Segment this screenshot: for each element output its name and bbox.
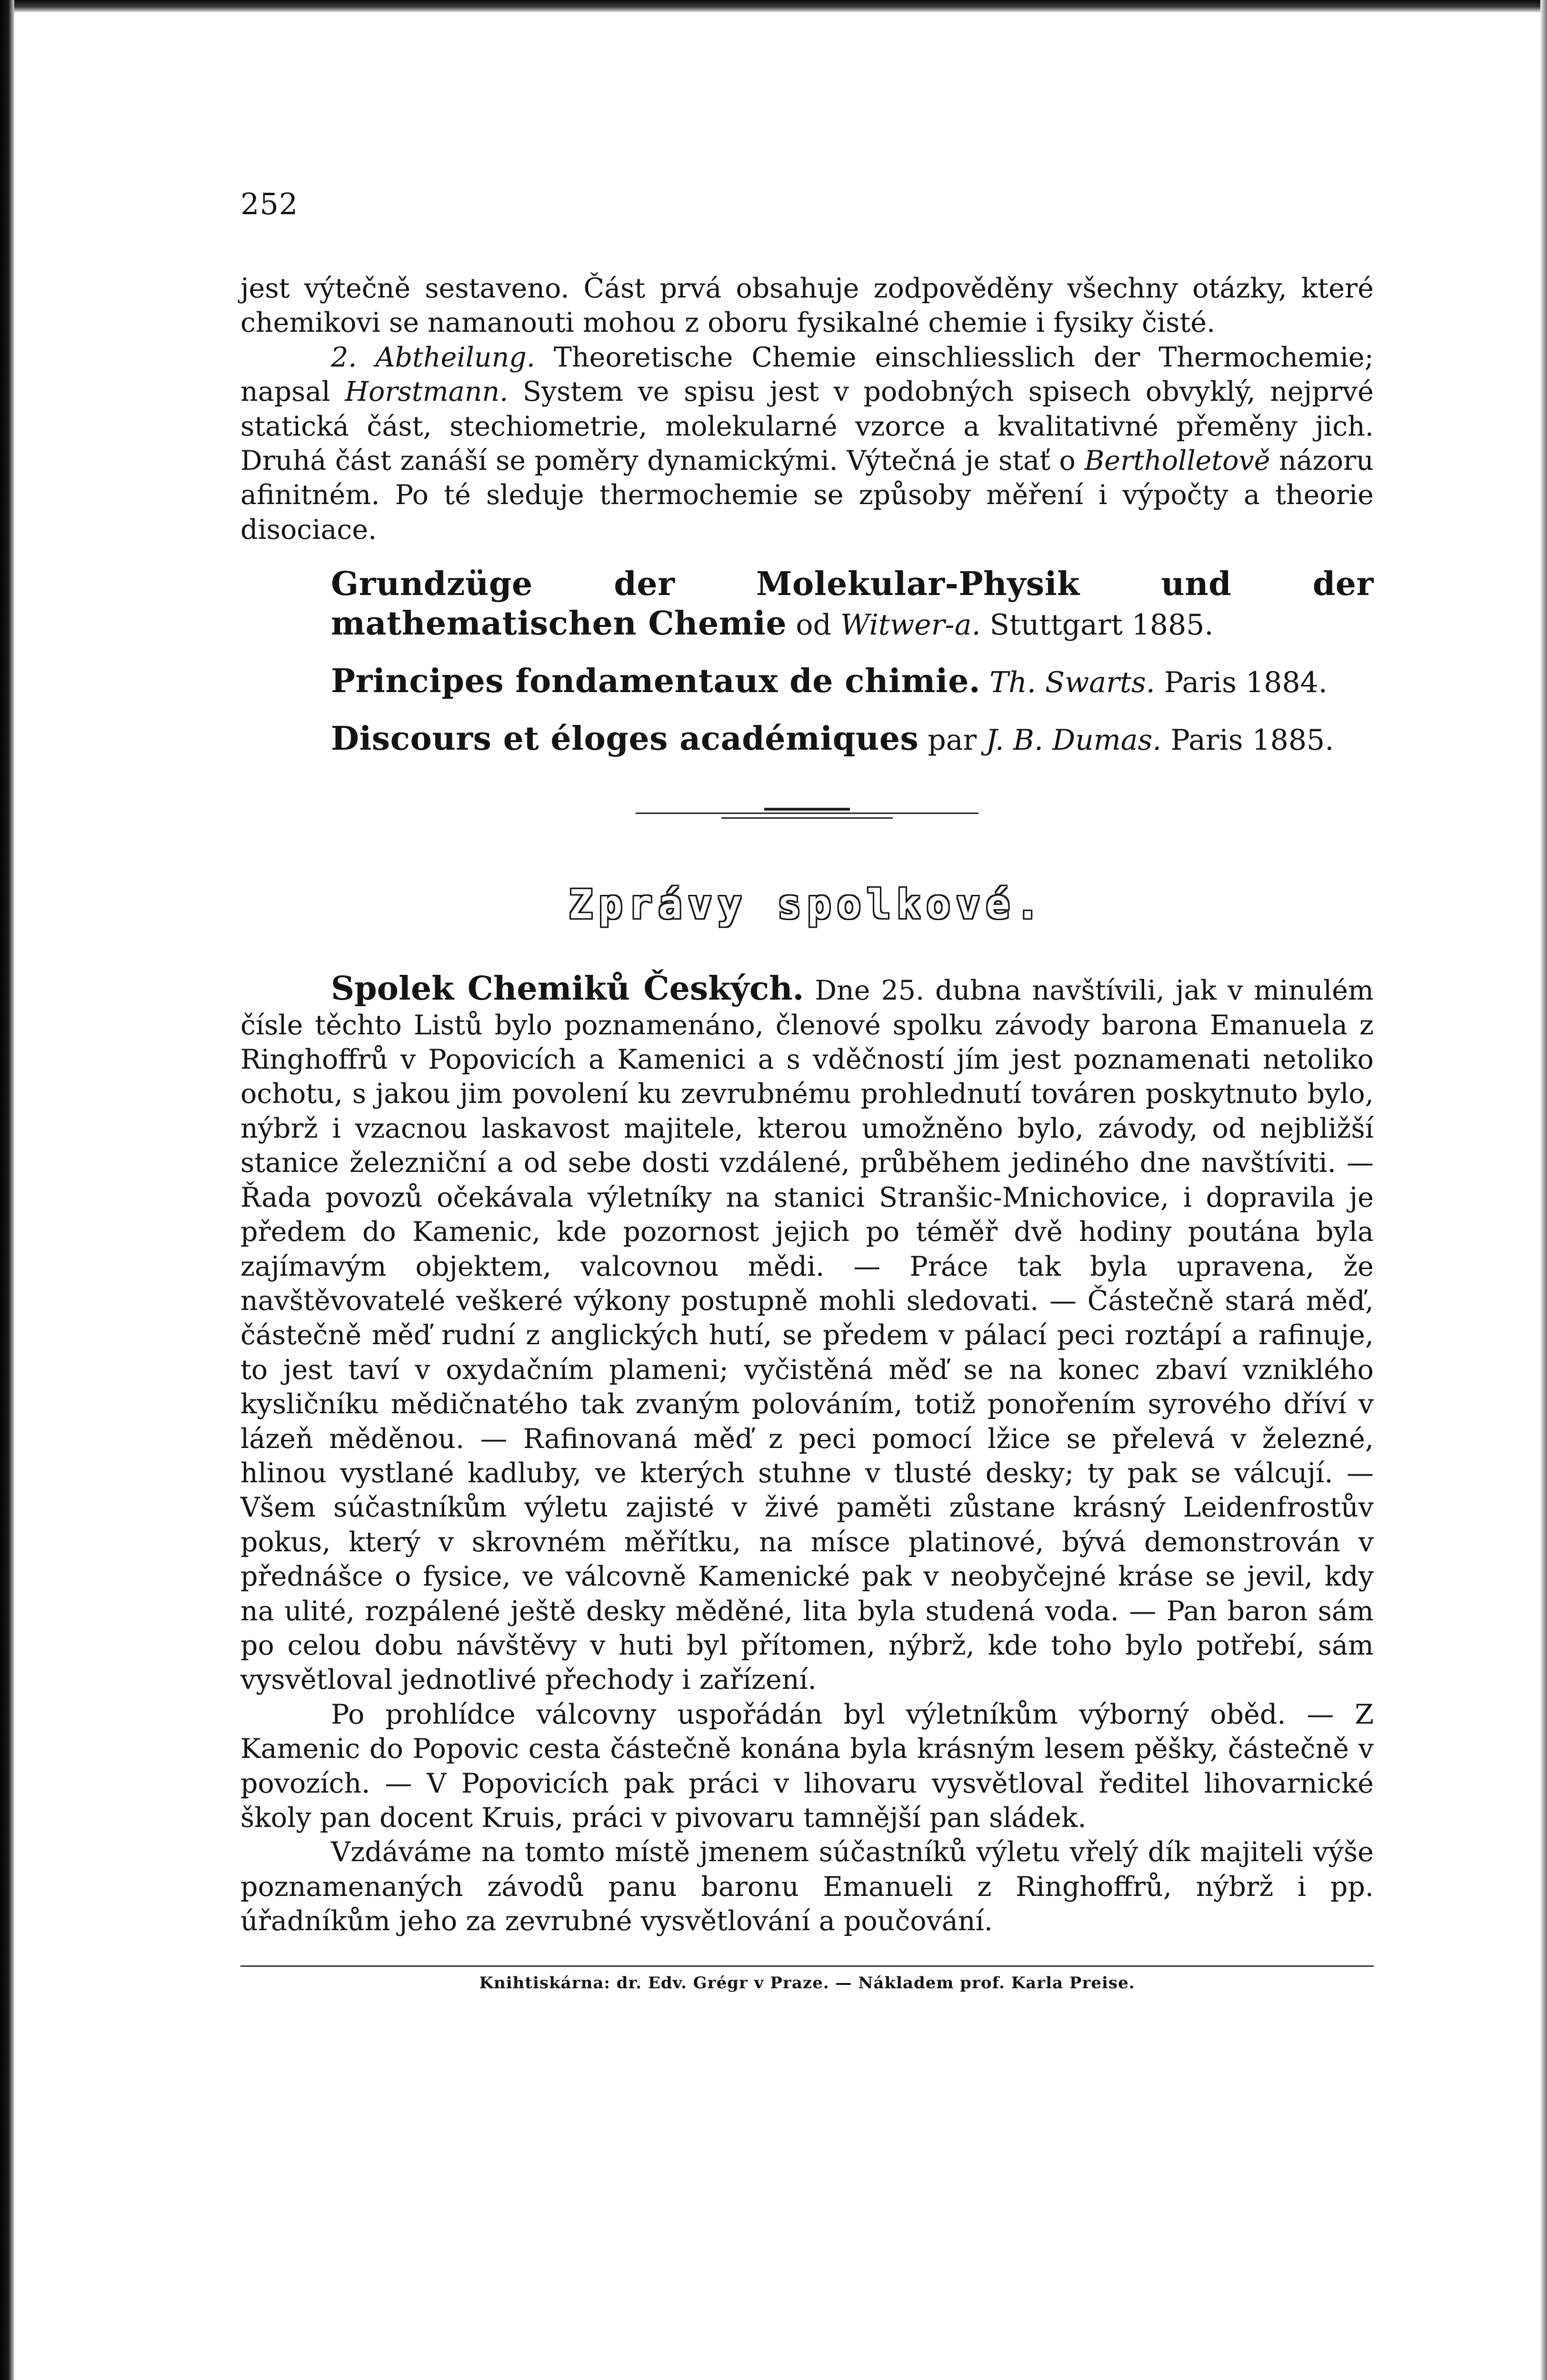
divider-line-bold xyxy=(764,808,850,811)
divider-line xyxy=(636,813,978,814)
book-title: Grundzüge der Molekular-Physik und der mathematischen Chemie xyxy=(331,565,1374,643)
scan-border-right xyxy=(1540,0,1547,2380)
book-by: od xyxy=(787,608,840,642)
lunch-text: Po prohlídce válcovny uspořádán byl výletníkům výborný oběd. — Z Kamenic do Popovic cesta částečně konána byla krásným lesem pěšky, částečně v povozích. — V Popovicích pak práci v lihovaru vysvětloval ředitel lihovarnické školy pan docent Kruis, práci v pivovaru tamnější pan sládek. xyxy=(240,1698,1374,1834)
book-author: Th. Swarts. xyxy=(989,666,1155,700)
section-divider-ornament xyxy=(636,801,978,830)
book-imprint: Paris 1884. xyxy=(1155,666,1327,700)
section-heading: Zprávy spolkové. xyxy=(569,881,1046,928)
footer-rule xyxy=(240,1965,1374,1967)
book-author: J. B. Dumas. xyxy=(986,724,1162,757)
entry-text-a: Theoretische Chemie einschliesslich der Thermochemie; napsal xyxy=(240,341,1374,408)
entry-label: 2. Abtheilung. xyxy=(331,341,535,373)
society-report-text: Dne 25. dubna navštívili, jak v minulém čísle těchto Listů bylo poznamenáno, členové spolku závody barona Emanuela z Ringhoffrů v Popovicích a Kamenici a s vděčností jím jest poznamenati netoliko ochotu, s jakou jim povolení ku zevrubnému prohlednutí továren poskytnuto bylo, nýbrž i vzacnou laskavost majitele, kterou umožněno bylo, závody, od nejbližší stanice železniční a od sebe dosti vzdálené, průběhem jediného dne navštíviti. — Řada povozů očekávala výletníky na stanici Stranšic-Mnichovice, i dopravila je předem do Kamenic, kde pozornost jejich po téměř dvě hodiny poutána byla zajímavým objektem, valcovnou mědi. — Práce tak byla upravena, že navštěvovatelé veškeré výkony postupně mohli sledovati. — Částečně stará měď, částečně měď rudní z anglických hutí, se předem v pálací peci roztápí a rafinuje, to jest taví v oxydačním plameni; vyčistěná měď se na konec zbaví vzniklého kysličníku mědičnatého tak zvaným polováním, totiž ponořením syrového dříví v lázeň měděnou. — Rafinovaná měď z peci pomocí lžice se přelevá v železné, hlinou vystlané kadluby, ve kterých stuhne v tlusté desky; ty pak se válcují. — Všem súčastníkům výletu zajisté v živé paměti zůstane krásný Leidenfrostův pokus, který v skrovném měřítku, na mísce platinové, bývá demonstrován v přednášce o fysice, ve válcovně Kamenické pak v neobyčejné kráse se jevil, kdy na ulité, rozpálené ještě desky měděné, lita byla studená voda. — Pan baron sám po celou dobu návštěvy v huti byl přítomen, nýbrž, kde toho bylo potřebí, sám vysvětloval jednotlivé přechody i zařízení. xyxy=(240,975,1374,1696)
entry-text-c: názoru afinitném. Po té sleduje thermochemie se způsoby měření i výpočty a theorie disociace. xyxy=(240,445,1374,545)
lunch-paragraph xyxy=(240,1697,1374,1835)
book-title: Principes fondamentaux de chimie. xyxy=(331,662,981,701)
book-entry-discours xyxy=(240,720,1374,759)
book-author: Witwer-a. xyxy=(840,608,981,642)
book-title: Discours et éloges académiques xyxy=(331,720,919,758)
entry-emphasis: Bertholletově xyxy=(1084,445,1270,477)
thanks-paragraph xyxy=(240,1835,1374,1938)
page-body xyxy=(240,271,1374,1993)
entry-author: Horstmann. xyxy=(345,376,509,408)
book-entry-principes xyxy=(240,662,1374,702)
thanks-text: Vzdáváme na tomto místě jmenem súčastníků výletu vřelý dík majiteli výše poznamenaných závodů panu baronu Emanueli z Ringhoffrů, nýbrž i pp. úřadníkům jeho za zevrubné vysvětlování a poučování. xyxy=(240,1836,1374,1937)
society-report-paragraph xyxy=(240,972,1374,1697)
divider-line xyxy=(721,817,893,819)
entry-abtheilung-2 xyxy=(240,340,1374,547)
scan-border-left xyxy=(0,0,14,2380)
scan-border-top xyxy=(0,0,1547,12)
printer-imprint: Knihtiskárna: dr. Edv. Grégr v Praze. — Nákladem prof. Karla Preise. xyxy=(479,1973,1135,1993)
continuation-paragraph: jest výtečně sestaveno. Část prvá obsahuje zodpověděny všechny otázky, které chemikovi se namanouti mohou z oboru fysikalné chemie i fysiky čisté. xyxy=(240,273,1374,339)
book-by xyxy=(980,666,989,699)
book-imprint: Paris 1885. xyxy=(1161,724,1334,757)
entry-text-b: System ve spisu jest v podobných spisech obvyklý, nejprvé statická část, stechiometrie, molekularné vzorce a kvalitativné přeměny jich. Druhá část zanáší se poměry dynamickými. Výtečná je stať o xyxy=(240,376,1374,477)
book-imprint: Stuttgart 1885. xyxy=(980,608,1214,642)
book-by: par xyxy=(918,724,986,757)
page-number: 252 xyxy=(240,187,299,221)
book-entry-grundzuge xyxy=(240,565,1374,644)
society-name: Spolek Chemiků Českých. xyxy=(331,970,804,1008)
